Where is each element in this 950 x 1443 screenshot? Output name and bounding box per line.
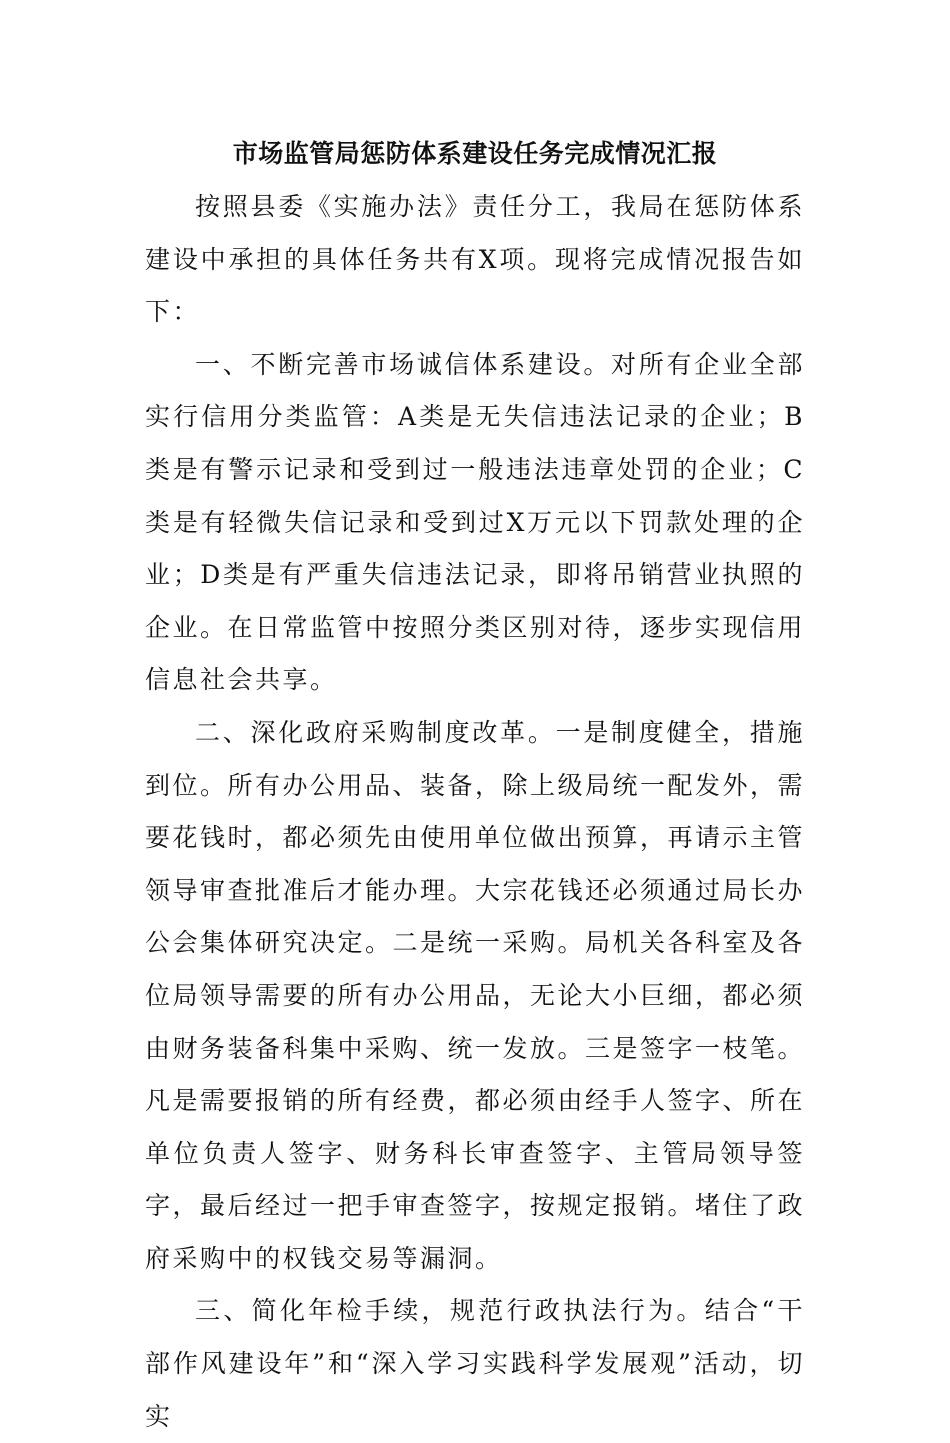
paragraph-section-3: 三、简化年检手续，规范行政执法行为。结合“干部作风建设年”和“深入学习实践科学发展观”活动，切实 <box>145 1296 805 1431</box>
paragraph-section-2: 二、深化政府采购制度改革。一是制度健全，措施到位。所有办公用品、装备，除上级局统一配发外，需要花钱时，都必须先由使用单位做出预算，再请示主管领导审查批准后才能办理。大宗花钱还必须通过局长办公会集体研究决定。二是统一采购。局机关各科室及各位局领导需要的所有办公用品，无论大小巨细，都必须由财务装备科集中采购、统一发放。三是签字一枝笔。凡是需要报销的所有经费，都必须由经手人签字、所在单位负责人签字、财务科长审查签字、主管局领导签字，最后经过一把手审查签字，按规定报销。堵住了政府采购中的权钱交易等漏洞。 <box>145 717 806 1273</box>
document-title: 市场监管局惩防体系建设任务完成情况汇报 <box>232 139 718 168</box>
document-body <box>145 181 805 1443</box>
paragraph-section-1: 一、不断完善市场诚信体系建设。对所有企业全部实行信用分类监管：A类是无失信违法记录的企业；B类是有警示记录和受到过一般违法违章处罚的企业；C类是有轻微失信记录和受到过X万元以下罚款处理的企业；D类是有严重失信违法记录，即将吊销营业执照的企业。在日常监管中按照分类区别对待，逐步实现信用信息社会共享。 <box>145 349 806 695</box>
paragraph-intro: 按照县委《实施办法》责任分工，我局在惩防体系建设中承担的具体任务共有X项。现将完成情况报告如下： <box>145 192 805 327</box>
